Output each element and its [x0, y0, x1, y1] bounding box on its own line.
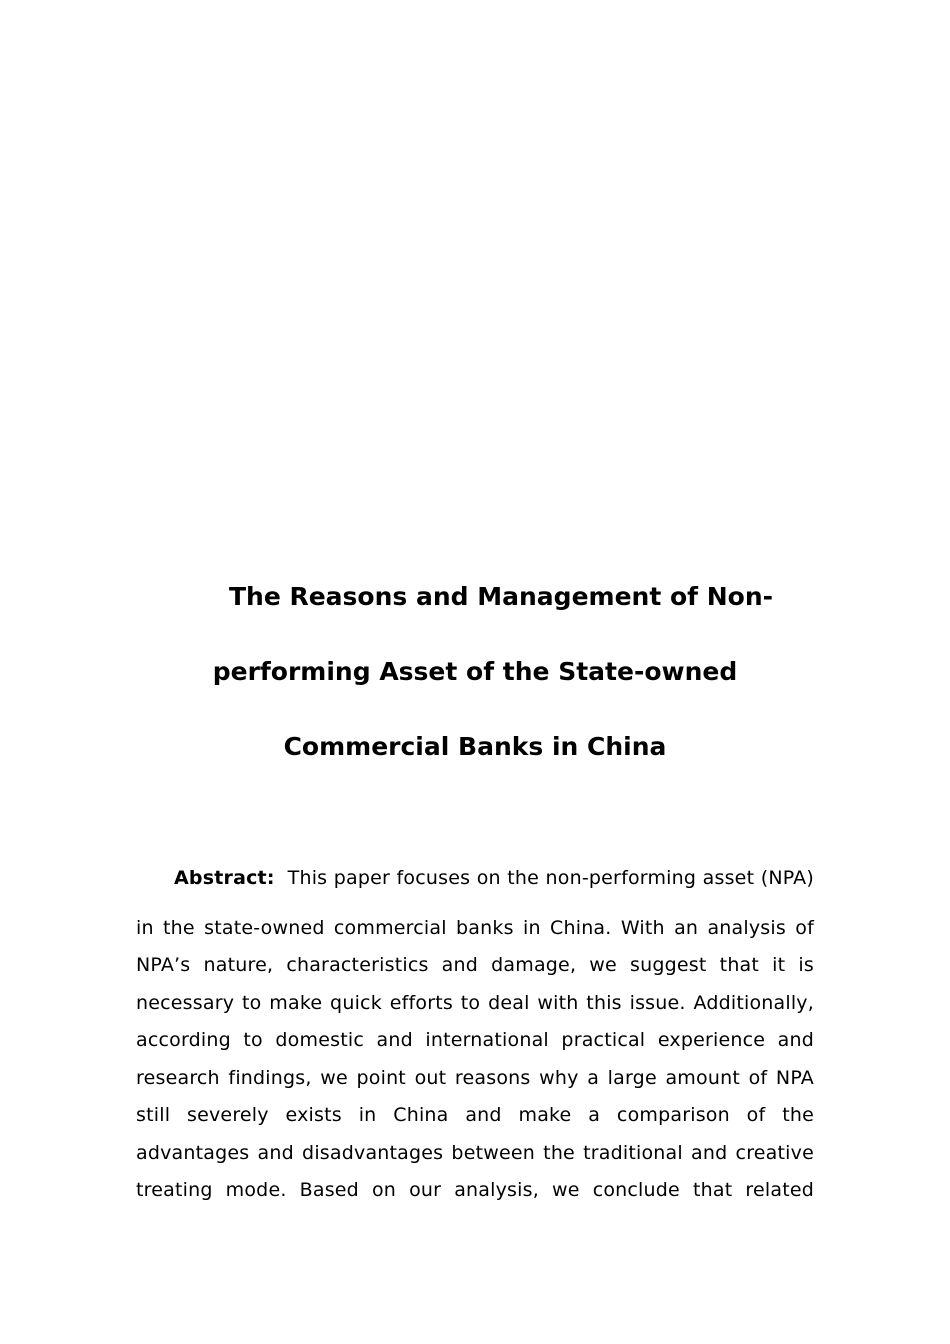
- abstract-label: Abstract:: [174, 867, 275, 889]
- abstract-line-5: according to domestic and international practical experience and: [136, 1029, 814, 1051]
- abstract-line-1: [136, 860, 814, 898]
- abstract-line-4: necessary to make quick efforts to deal with this issue. Additionally,: [136, 991, 814, 1014]
- abstract-line-9: treating mode. Based on our analysis, we conclude that related: [136, 1179, 814, 1201]
- title-line-1: The Reasons and Management of Non-: [228, 582, 774, 611]
- title-line-3: Commercial Banks in China: [283, 732, 667, 761]
- abstract-text-1: This paper focuses on the non-performing asset (NPA): [287, 867, 814, 889]
- abstract-section: [136, 860, 814, 1210]
- title-line-2: performing Asset of the State-owned: [212, 657, 738, 686]
- abstract-line-2: in the state-owned commercial banks in China. With an analysis of: [136, 916, 814, 939]
- abstract-line-8: advantages and disadvantages between the traditional and creative: [136, 1141, 814, 1164]
- abstract-line-6: research findings, we point out reasons why a large amount of NPA: [136, 1066, 814, 1089]
- abstract-line-7: still severely exists in China and make a comparison of the: [136, 1104, 814, 1126]
- abstract-line-3: NPA’s nature, characteristics and damage, we suggest that it is: [136, 954, 814, 976]
